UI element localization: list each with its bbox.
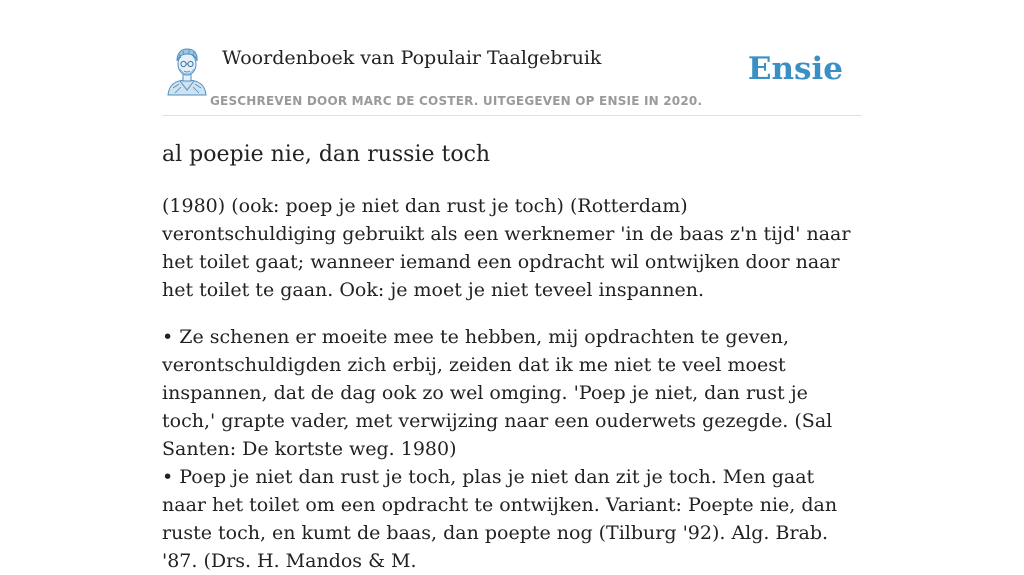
- entry-term: al poepie nie, dan russie toch: [162, 142, 491, 167]
- author-byline: GESCHREVEN DOOR MARC DE COSTER. UITGEGEVEN OP ENSIE IN 2020.: [210, 94, 703, 108]
- entry-quote: • Poep je niet dan rust je toch, plas je niet dan zit je toch. Men gaat naar het toilet om een opdracht te ontwijken. Variant: Poepte nie, dan ruste toch, en kumt de baas, dan poepte nog (Tilburg '92). Alg. Brab. '87. (Drs. H. Mandos & M.: [162, 466, 838, 572]
- ensie-logo-link[interactable]: Ensie: [747, 51, 843, 87]
- entry-quote: • Ze schenen er moeite mee te hebben, mij opdrachten te geven, verontschuldigden zich erbij, zeiden dat ik me niet te veel moest inspannen, dat de dag ook zo wel omging. 'Poep je niet, dan rust je toch,' grapte vader, met verwijzing naar een ouderwets gezegde. (Sal Santen: De kortste weg. 1980): [162, 326, 833, 460]
- entry-definition: (1980) (ook: poep je niet dan rust je toch) (Rotterdam) verontschuldiging gebruikt als een werknemer 'in de baas z'n tijd' naar het toilet gaat; wanneer iemand een opdracht wil ontwijken door naar het toilet te gaan. Ook: je moet je niet teveel inspannen.: [162, 195, 851, 301]
- book-title[interactable]: Woordenboek van Populair Taalgebruik: [222, 47, 602, 69]
- header: [162, 0, 862, 116]
- entry-body: [162, 192, 864, 575]
- author-portrait-icon: [165, 46, 209, 96]
